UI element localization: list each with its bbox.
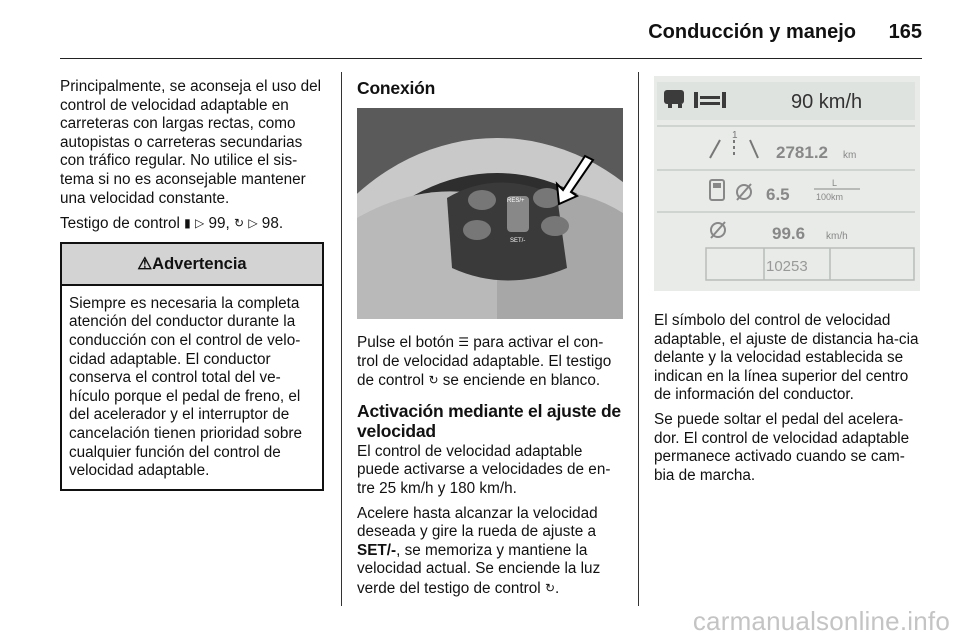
paragraph: Acelere hasta alcanzar la velocidad deseada y gire la rueda de ajuste a SET/-, se memoriza y mantiene la velocidad actual. Se enciende la luz verde del testigo de control ↻. [357, 504, 601, 597]
average-speed-value: 99.6 [772, 224, 806, 243]
column-3 [654, 312, 922, 491]
wheel-res-label: RES/+ [507, 198, 525, 204]
warning-text: Siempre es necesaria la completa atención del conductor durante la conducción con el control de velo-cidad adaptable. El conductor conserva el control total del ve-hículo porque el pedal de freno, el del acelerador y el interruptor de cancelación tienen prioridad sobre cualquier función del control de velocidad adaptable. [69, 294, 303, 480]
paragraph: Pulse el botón ☰ para activar el con-trol de velocidad adaptable. El testigo de control ↻ se enciende en blanco. [357, 334, 612, 390]
car-front-icon: ▮ [184, 216, 191, 231]
heading-conexion: Conexión [357, 78, 436, 98]
set-speed: 90 km/h [791, 91, 863, 113]
odometer-unit: km [843, 150, 857, 161]
paragraph: Principalmente, se aconseja el uso del control de velocidad adaptable en carreteras con largas rectas, como autopistas o carreteras secundarias con tráfico regular. No utilice el sis-tema si no es aconsejable mantener una velocidad constante. [60, 78, 322, 207]
cruise-control-icon: ↻ [234, 216, 245, 231]
fuel-unit-distance: 100km [816, 192, 844, 202]
fuel-unit-l: L [832, 178, 838, 188]
average-speed-unit: km/h [826, 231, 848, 242]
column-divider-1 [341, 72, 342, 606]
gear-indicator: 1 [732, 130, 738, 141]
paragraph: Se puede soltar el pedal del acelera-dor. El control de velocidad adaptable permanece activado cuando se cam-bia de marcha. [654, 410, 910, 484]
paragraph: El símbolo del control de velocidad adaptable, el ajuste de distancia ha-cia delante y la velocidad establecida se indican en la línea superior del centro de información del conductor. [654, 312, 919, 404]
paragraph-indicator-ref: Testigo de control ▮ ▷ 99, ↻ ▷ 98. [60, 215, 284, 233]
adaptive-cruise-button-icon: ☰ [458, 335, 469, 349]
column-divider-2 [638, 72, 639, 606]
paragraph: El control de velocidad adaptable puede activarse a velocidades de en-tre 25 km/h y 180 km/h. [357, 442, 611, 497]
section-title: Conducción y manejo [648, 21, 856, 43]
heading-activacion: Activación mediante el ajuste de velocidad [357, 400, 621, 441]
total-odometer: 10253 [766, 258, 808, 275]
warning-title: Advertencia [152, 254, 247, 273]
warning-box [60, 242, 324, 491]
column-1 [60, 78, 324, 491]
cruise-control-icon: ↻ [544, 580, 555, 595]
arrow-ref-icon: ▷ [195, 216, 205, 231]
cruise-control-icon: ↻ [428, 373, 439, 388]
warning-triangle-icon: ⚠ [137, 254, 153, 273]
warning-header [62, 244, 322, 286]
watermark: carmanualsonline.info [692, 606, 950, 636]
wheel-set-label: SET/- [510, 238, 526, 244]
fuel-average-value: 6.5 [766, 185, 790, 204]
odometer-value: 2781.2 [776, 143, 828, 162]
driver-info-display-image [654, 76, 920, 291]
steering-wheel-image [357, 108, 623, 319]
arrow-ref-icon: ▷ [248, 216, 258, 231]
page-number: 165 [888, 21, 922, 43]
page-header [60, 14, 922, 59]
column-2 [357, 78, 623, 605]
